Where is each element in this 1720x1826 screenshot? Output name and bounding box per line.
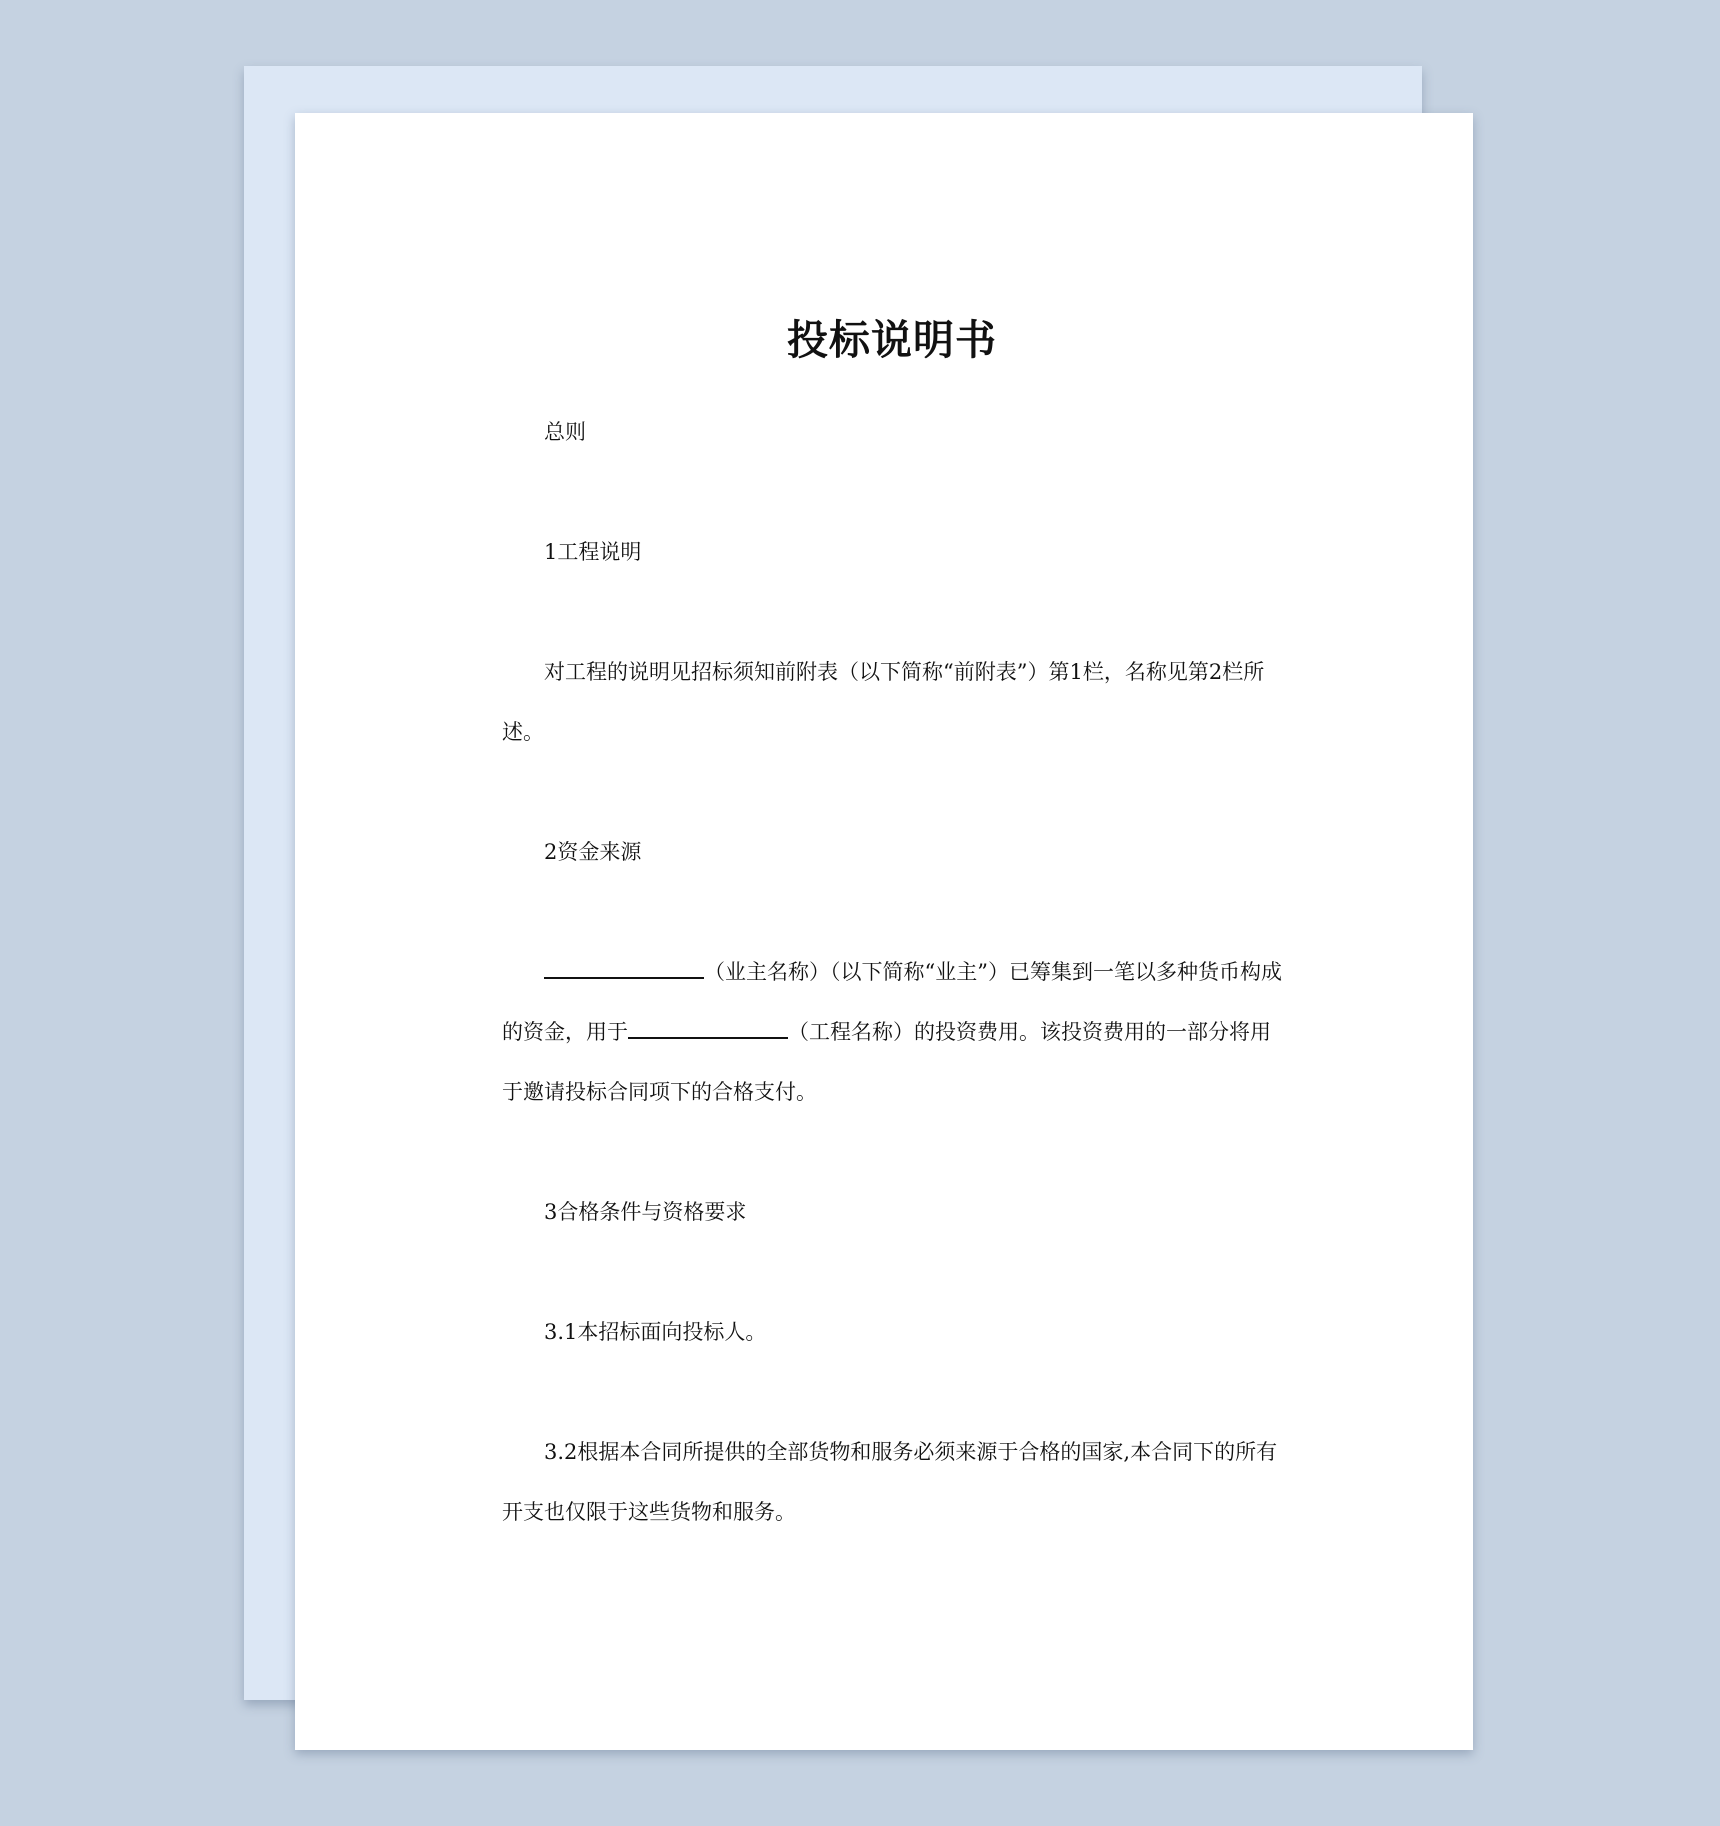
heading-eligibility: 3合格条件与资格要求 [544, 1200, 747, 1224]
document-page [295, 113, 1473, 1750]
blank-owner-name [544, 961, 704, 979]
heading-funding-source: 2资金来源 [544, 840, 642, 864]
paragraph-funding-source [502, 942, 1282, 1122]
heading-project-description: 1工程说明 [544, 540, 642, 564]
paragraph-eligibility-3-2: 3.2根据本合同所提供的全部货物和服务必须来源于合格的国家,本合同下的所有开支也仅限于这些货物和服务。 [502, 1440, 1278, 1524]
paragraph-eligibility-3-1: 3.1本招标面向投标人。 [544, 1320, 767, 1344]
paragraph-project-description: 对工程的说明见招标须知前附表（以下简称“前附表”）第1栏，名称见第2栏所述。 [502, 660, 1265, 744]
document-title: 投标说明书 [787, 316, 997, 364]
blank-project-name [628, 1021, 788, 1039]
section-general-heading: 总则 [544, 420, 586, 444]
funding-text-part2: （工程名称）的投资费用。该投资费用的一部分将用于邀请投标合同项下的合格支付。 [502, 1020, 1271, 1104]
funding-text-part1: （业主名称）（以下简称“业主”）已筹集到一笔以多种货币构成的资金，用于 [502, 960, 1282, 1044]
